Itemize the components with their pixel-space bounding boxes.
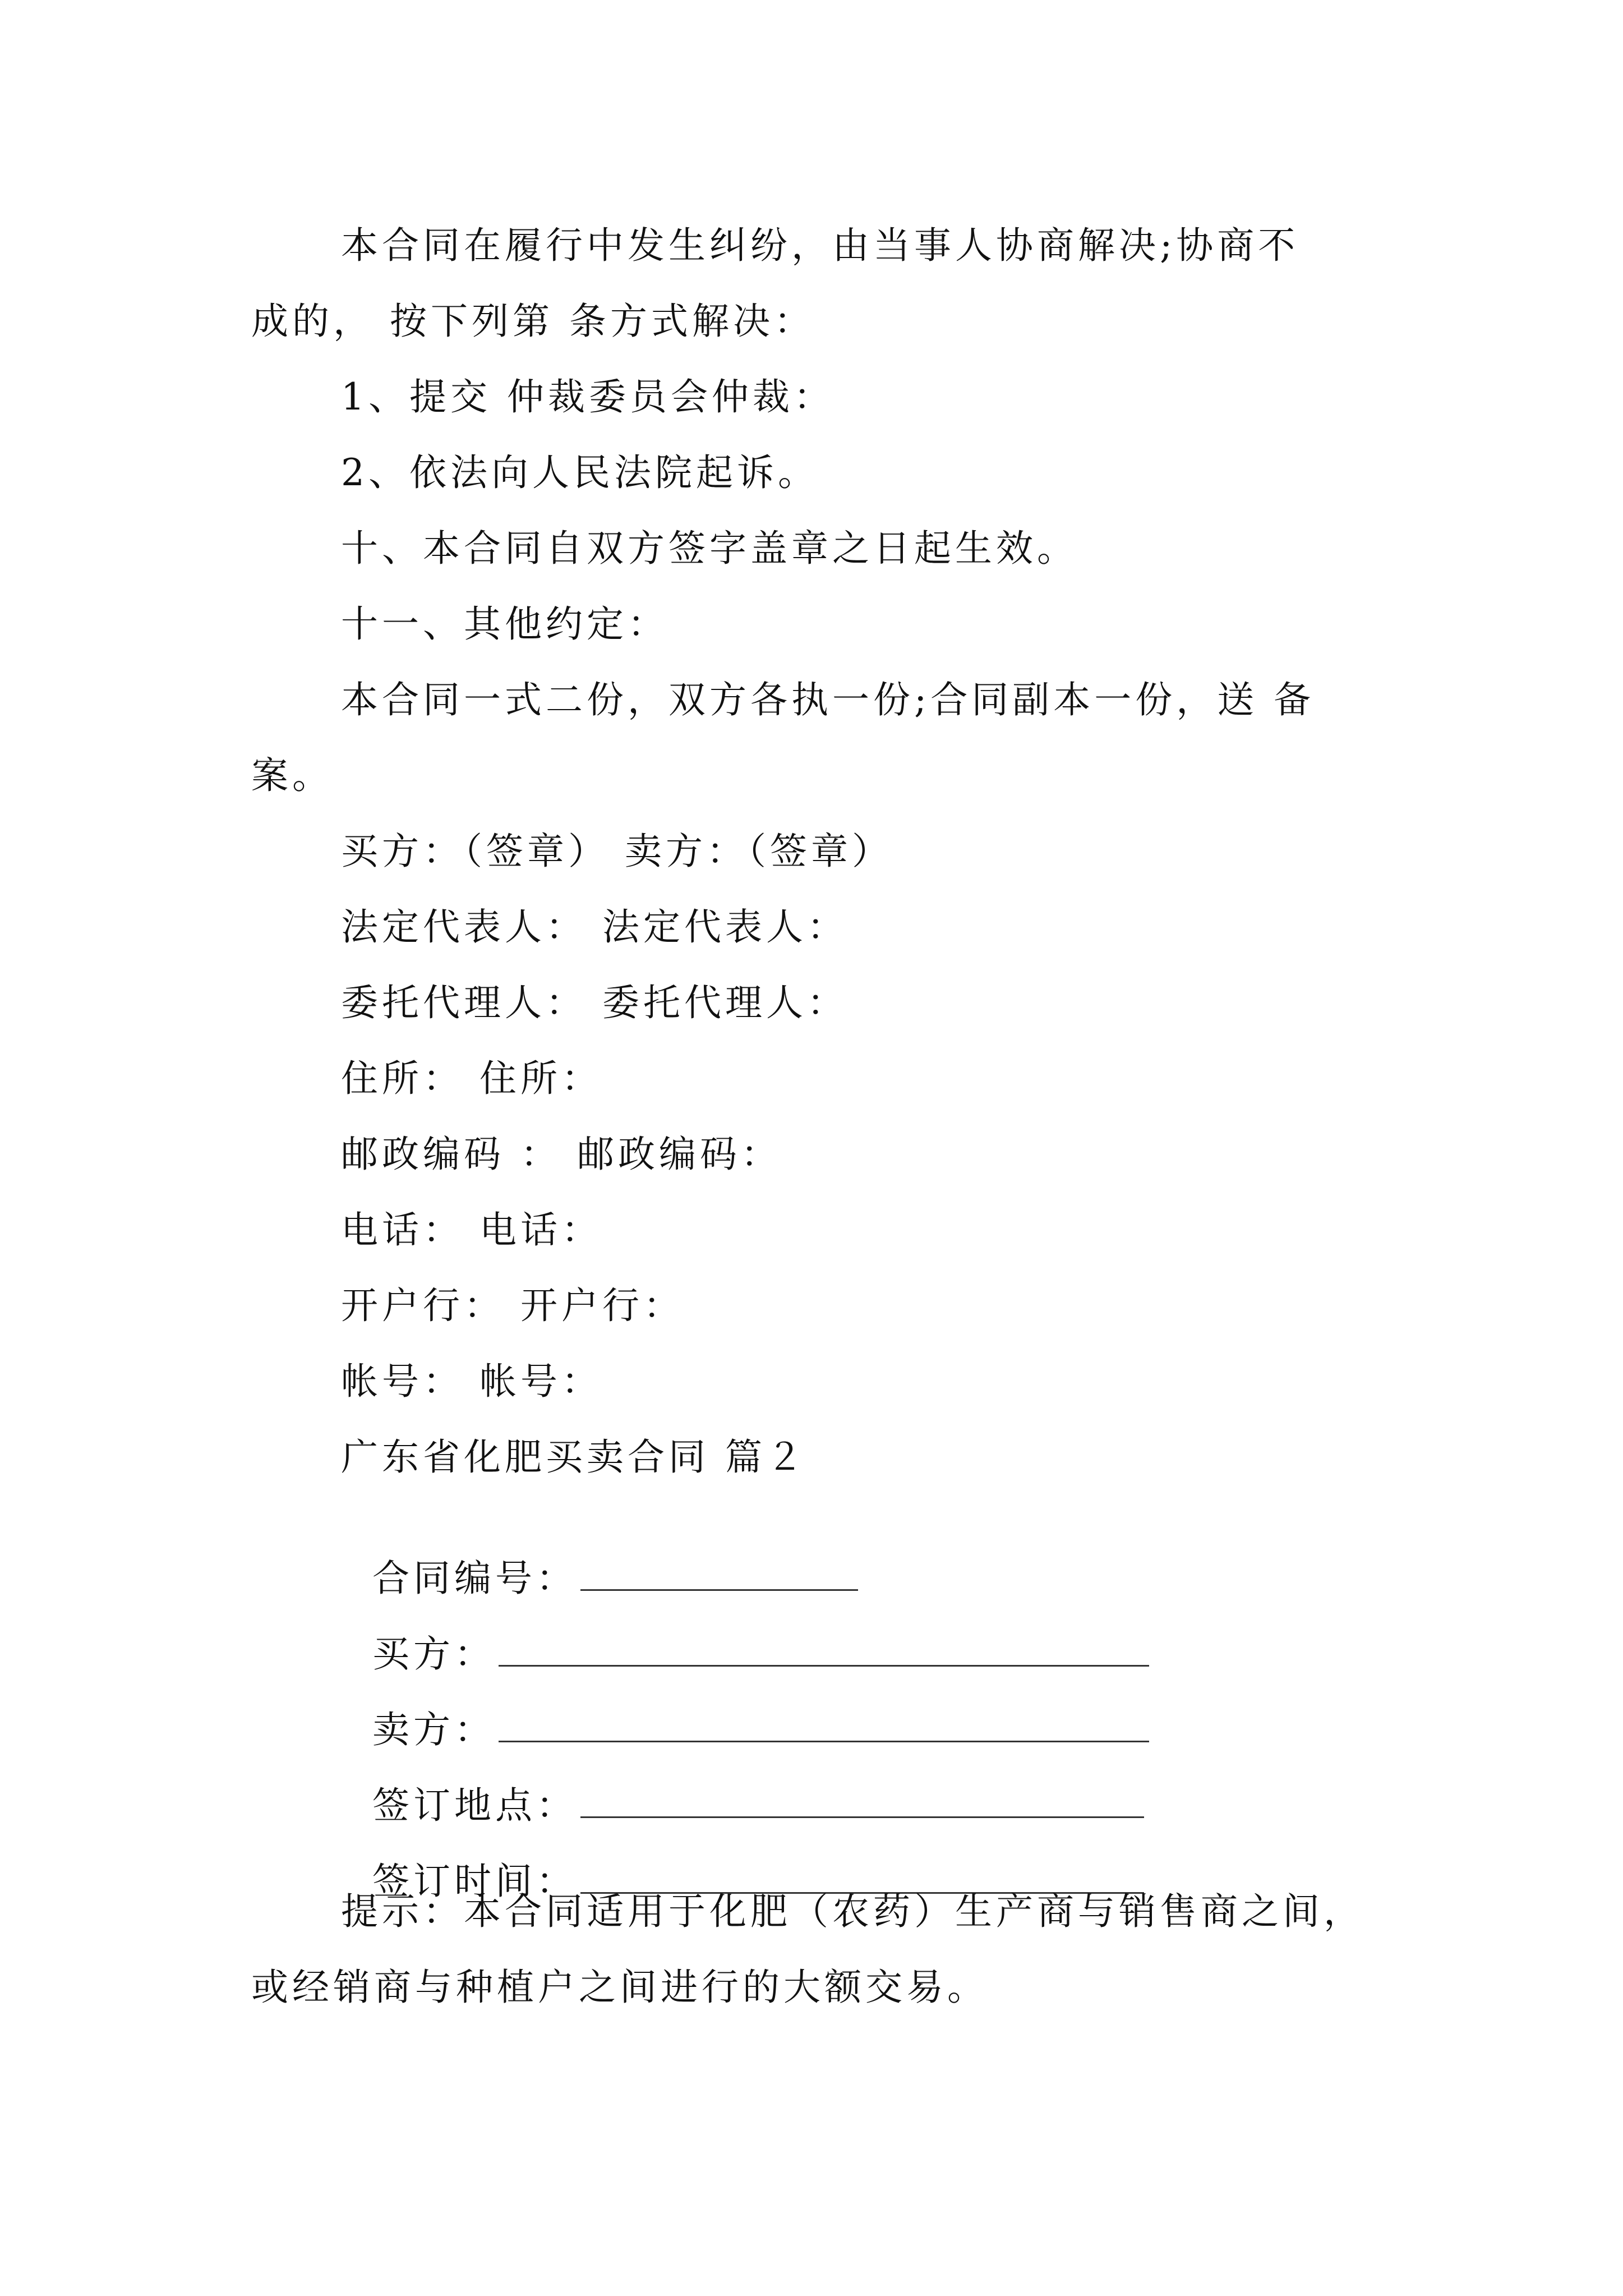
sign-place-blank bbox=[580, 1783, 1144, 1818]
section-heading: 广东省化肥买卖合同 篇２ bbox=[341, 1435, 807, 1479]
seller-label: 卖方： bbox=[372, 1708, 495, 1751]
postal-code-row: 邮政编码 ： 邮政编码： bbox=[341, 1133, 782, 1176]
buyer-label: 买方： bbox=[372, 1632, 495, 1676]
agent-row: 委托代理人： 委托代理人： bbox=[341, 981, 848, 1024]
paragraph-option-1: 1、提交 仲裁委员会仲裁： bbox=[341, 375, 834, 418]
signature-row: 买方：（签章） 卖方：（签章） bbox=[341, 830, 893, 873]
bank-row: 开户行： 开户行： bbox=[341, 1284, 684, 1327]
sign-place-label: 签订地点： bbox=[372, 1784, 577, 1827]
buyer-blank bbox=[499, 1631, 1149, 1667]
phone-row: 电话： 电话： bbox=[341, 1208, 602, 1251]
notice-line1: 提示：本合同适用于化肥（农药）生产商与销售商之间， bbox=[341, 1890, 1364, 1933]
paragraph-option-2: 2、依法向人民法院起诉。 bbox=[341, 451, 819, 494]
paragraph-clause-11: 十一、其他约定： bbox=[341, 602, 668, 646]
account-row: 帐号： 帐号： bbox=[341, 1360, 602, 1403]
contract-no-label: 合同编号： bbox=[372, 1557, 577, 1600]
legal-rep-row: 法定代表人： 法定代表人： bbox=[341, 905, 848, 949]
notice-line2: 或经销商与种植户之间进行的大额交易。 bbox=[251, 1966, 988, 2009]
paragraph-clause-10: 十、本合同自双方签字盖章之日起生效。 bbox=[341, 527, 1078, 570]
sign-time-blank bbox=[580, 1858, 1144, 1894]
sign-time-label: 签订时间： bbox=[372, 1860, 577, 1903]
paragraph-dispute-line2: 成的， 按下列第 条方式解决： bbox=[251, 300, 815, 343]
contract-no-blank bbox=[580, 1556, 858, 1591]
paragraph-copies-line1: 本合同一式二份，双方各执一份;合同副本一份，送 备 bbox=[341, 678, 1315, 721]
seller-blank bbox=[499, 1707, 1149, 1742]
paragraph-dispute-line1: 本合同在履行中发生纠纷，由当事人协商解决;协商不 bbox=[341, 224, 1299, 267]
paragraph-copies-line2: 案。 bbox=[251, 754, 333, 797]
address-row: 住所： 住所： bbox=[341, 1057, 602, 1100]
